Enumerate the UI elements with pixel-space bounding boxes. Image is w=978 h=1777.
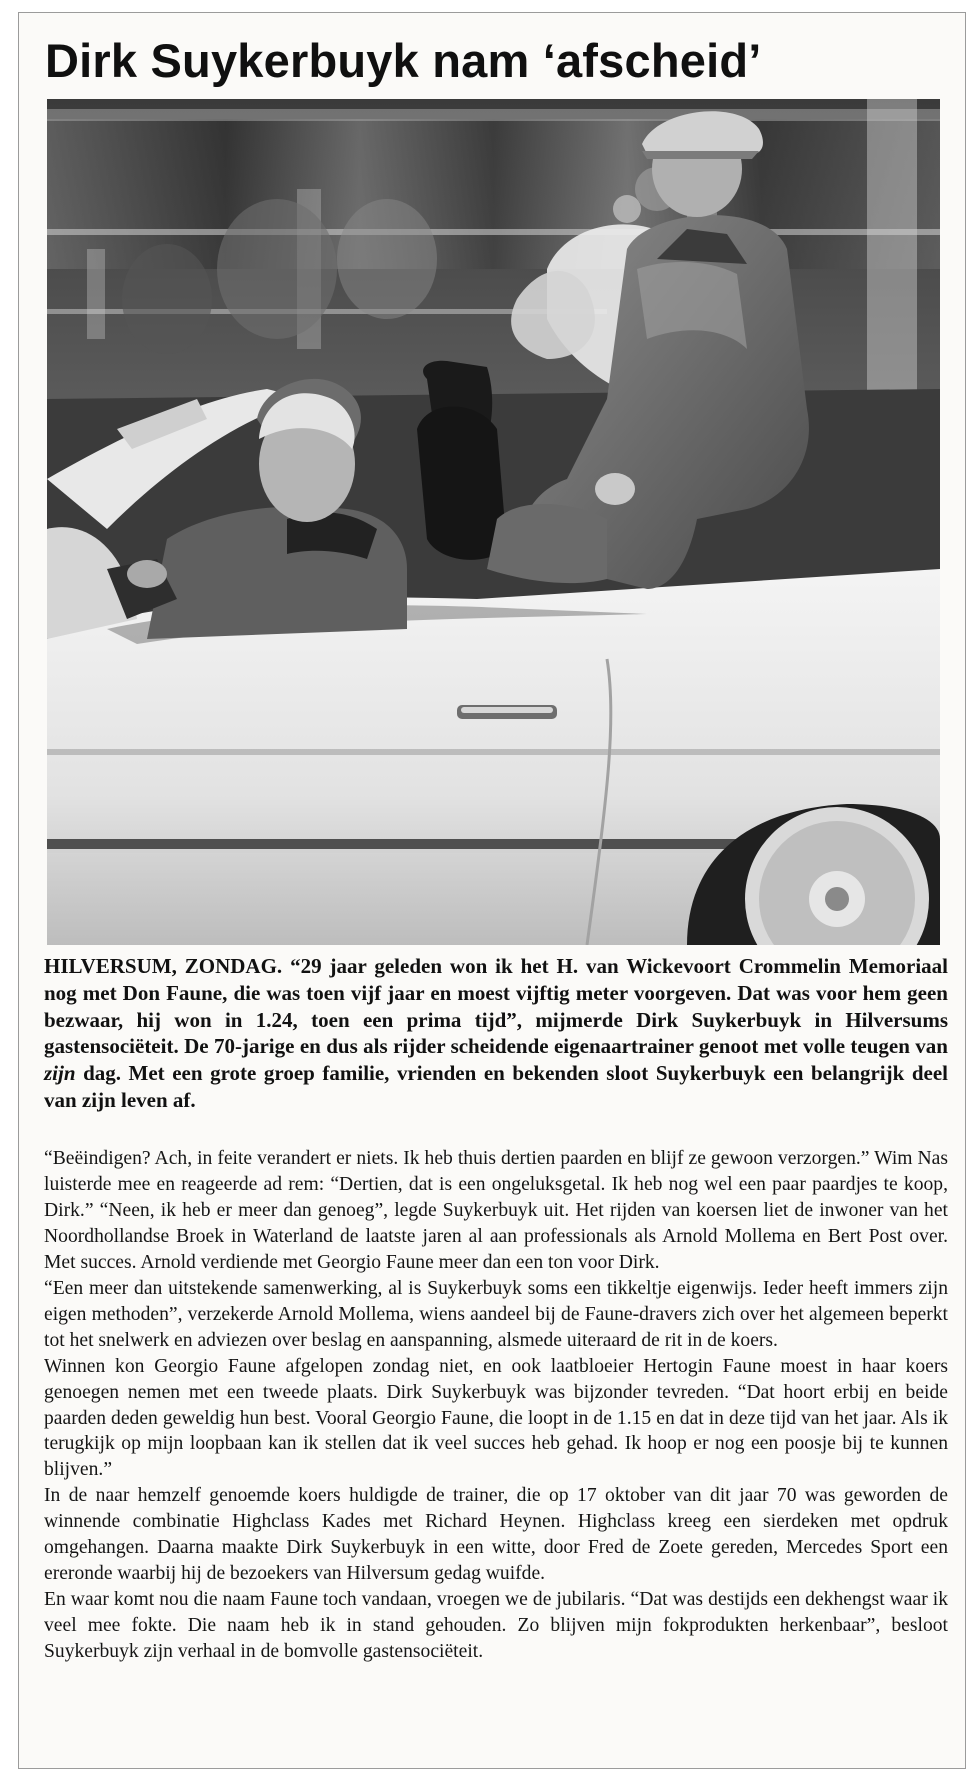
body-paragraph: Winnen kon Georgio Faune afgelopen zondag niet, en ook laatbloeier Hertogin Faune moest in haar koers genoegen nemen met een tweede plaats. Dirk Suykerbuyk was bijzonder tevreden. “Dat hoort erbij en beide paarden deden geweldig hun best. Vooral Georgio Faune, die loopt in de 1.15 en dat in deze tijd van het jaar. Als ik terugkijk op mijn loopbaan kan ik stellen dat ik veel succes heb gehad. Ik hoop er nog een poosje bij te kunnen blijven.” [44,1355,948,1481]
body-paragraph: En waar komt nou die naam Faune toch vandaan, vroegen we de jubilaris. “Dat was destijds een dekhengst waar ik veel mee fokte. Die naam heb ik in stand gehouden. Zo blijven mijn fokprodukten herkenbaar”, besloot Suykerbuyk zijn verhaal in de bomvolle gastensociëteit. [44,1589,948,1663]
lead-text-end: dag. Met een grote groep familie, vrienden en bekenden sloot Suykerbuyk een belangrijk deel van zijn leven af. [44,1061,948,1112]
body-paragraph: “Een meer dan uitstekende samenwerking, al is Suykerbuyk soms een tikkeltje eigenwijs. Ieder heeft immers zijn eigen methoden”, verzekerde Arnold Mollema, wiens aandeel bij de Faune-dravers zich over het algemeen beperkt tot het snelwerk en adviezen over beslag en aanspanning, alsmede uiteraard de rit in de koers. [44,1277,948,1351]
body-paragraph: In de naar hemzelf genoemde koers huldigde de trainer, die op 17 oktober van dit jaar 70 was geworden de winnende combinatie Highclass Kades met Richard Heynen. Highclass kreeg een sierdeken met opdruk omgehangen. Daarna maakte Dirk Suykerbuyk in een witte, door Fred de Zoete gereden, Mercedes Sport een ereronde waarbij hij de bezoekers van Hilversum gedag wuifde. [44,1485,948,1585]
convertible-car-photo [47,99,940,945]
headline: Dirk Suykerbuyk nam ‘afscheid’ [45,34,762,87]
lead-text: HILVERSUM, ZONDAG. “29 jaar geleden won ik het H. van Wickevoort Crommelin Memoriaal nog met Don Faune, die was toen vijf jaar en moest vijftig meter voorgeven. Dat was voor hem geen bezwaar, hij won in 1.24, toen een prima tijd”, mijmerde Dirk Suykerbuyk in Hilversums gastensociëteit. De 70-jarige en dus als rijder scheidende eigenaartrainer genoot met volle teugen van [44,954,948,1059]
article-body [44,1146,948,1665]
body-paragraph: “Beëindigen? Ach, in feite verandert er niets. Ik heb thuis dertien paarden en blijf ze gewoon verzorgen.” Wim Nas luisterde mee en reageerde ad rem: “Dertien, dat is een ongeluksgetal. Ik heb nog wel een paar paardjes te koop, Dirk.” “Neen, ik heb er meer dan genoeg”, legde Suykerbuyk uit. Het rijden van koersen liet de inwoner van het Noordhollandse Broek in Waterland de laatste jaren al aan professionals als Arnold Mollema en Bert Post over. Met succes. Arnold verdiende met Georgio Faune meer dan een ton voor Dirk. [44,1148,948,1273]
lead-italic-word: zijn [44,1061,76,1086]
newspaper-clipping [18,12,966,1769]
lead-paragraph [44,953,948,1114]
article-photo [47,99,940,945]
